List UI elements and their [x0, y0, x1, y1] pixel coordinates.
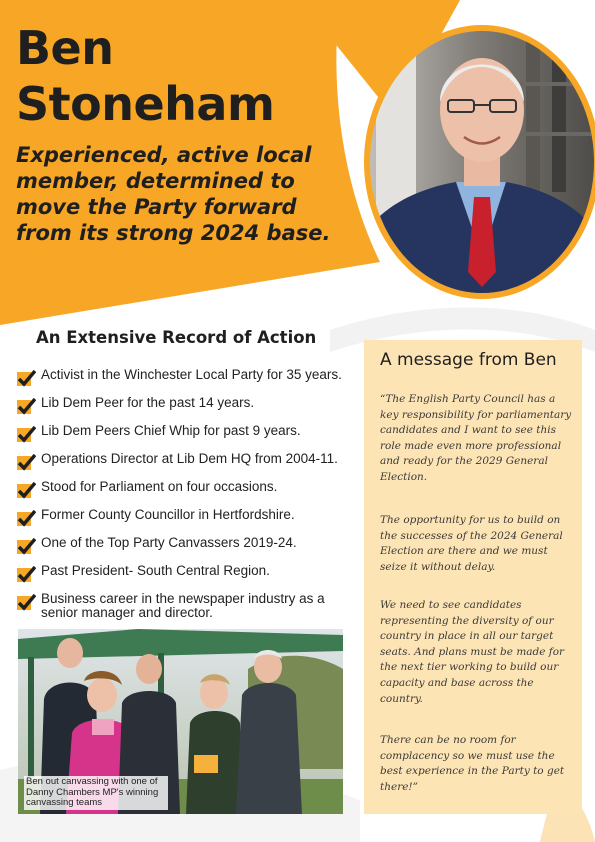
- checkbox-tick-icon: [16, 510, 36, 528]
- checkbox-tick-icon: [16, 566, 36, 584]
- message-paragraph: The opportunity for us to build on the successes of the 2024 General Election are there and we must seize it without delay.: [380, 514, 563, 573]
- message-title: A message from Ben: [380, 350, 557, 370]
- checkbox-tick-icon: [16, 426, 36, 444]
- checkbox-tick-icon: [16, 594, 36, 612]
- checkbox-tick-icon: [16, 370, 36, 388]
- checkbox-tick-icon: [16, 538, 36, 556]
- record-item-text: Lib Dem Peer for the past 14 years.: [41, 395, 255, 410]
- message-paragraph: “The English Party Council has a key responsibility for parliamentary candidates and I want to see this role made even more professional and ready for the 2029 General Election.: [380, 393, 572, 483]
- record-item-text: Lib Dem Peers Chief Whip for past 9 years.: [41, 423, 301, 438]
- message-panel: [364, 340, 582, 814]
- checkbox-tick-icon: [16, 482, 36, 500]
- message-paragraph: We need to see candidates representing the diversity of our country in place in all our target seats. And plans must be made for the next tier working to build our capacity and base across the country.: [380, 599, 565, 705]
- checkbox-tick-icon: [16, 454, 36, 472]
- candidate-last-name: Stoneham: [16, 77, 275, 131]
- photo-caption: Ben out canvassing with one of Danny Chambers MP's winning canvassing teams: [24, 776, 168, 810]
- candidate-tagline: Experienced, active local member, determined to move the Party forward from its strong 2024 base.: [16, 143, 331, 245]
- candidate-first-name: Ben: [16, 21, 114, 75]
- message-paragraph: There can be no room for complacency so we must use the best experience in the Party to get there!”: [380, 734, 565, 793]
- record-heading: An Extensive Record of Action: [36, 328, 317, 347]
- record-item-text: Former County Councillor in Hertfordshire.: [41, 507, 295, 522]
- candidate-portrait: [356, 22, 595, 300]
- record-item-text: Past President- South Central Region.: [41, 563, 270, 578]
- checkbox-tick-icon: [16, 398, 36, 416]
- record-item-text: One of the Top Party Canvassers 2019-24.: [41, 535, 297, 550]
- record-item-text: Business career in the newspaper industry as a senior manager and director.: [41, 591, 325, 620]
- record-item-text: Stood for Parliament on four occasions.: [41, 479, 278, 494]
- record-item-text: Activist in the Winchester Local Party for 35 years.: [41, 367, 342, 382]
- record-item-text: Operations Director at Lib Dem HQ from 2004-11.: [41, 451, 338, 466]
